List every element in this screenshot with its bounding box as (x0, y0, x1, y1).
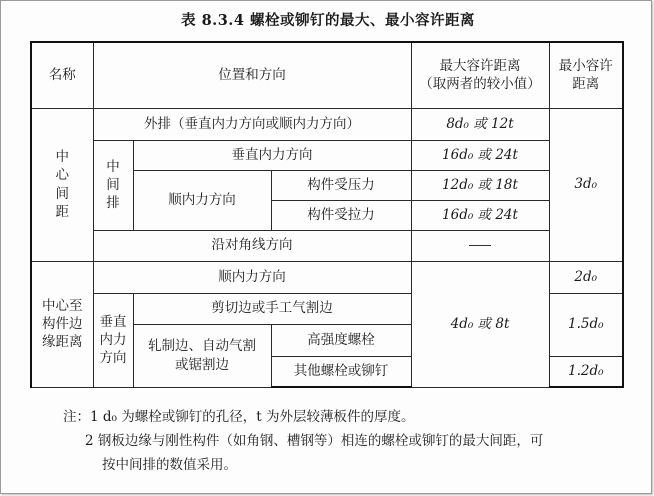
rolled-edge-line2: 或锯割边 (175, 356, 229, 373)
edge-label-line: 缘距离 (42, 334, 83, 351)
table-notes (63, 405, 543, 477)
other-bolt-min: 1.2d₀ (549, 356, 623, 387)
tension-label: 构件受拉力 (271, 200, 411, 230)
center-spacing-char: 中 (55, 149, 69, 166)
table-row (31, 108, 623, 140)
spacing-table (30, 41, 624, 388)
note-1: 注：1 d₀ 为螺栓或铆钉的孔径，t 为外层较薄板件的厚度。 (63, 409, 415, 425)
perp-label-line: 垂直 (99, 313, 127, 330)
outer-row-label: 外排（垂直内力方向或顺内力方向） (93, 108, 411, 140)
header-name: 名称 (31, 42, 93, 108)
perpendicular-max: 16d₀ 或 24t (411, 140, 549, 170)
middle-row-char: 排 (106, 195, 120, 212)
table-row (31, 230, 623, 261)
edge-label-line: 构件边 (42, 315, 83, 332)
table-row (31, 140, 623, 170)
middle-row-label (93, 140, 133, 230)
perpendicular-label: 垂直内力方向 (133, 140, 411, 170)
dash-mark (469, 245, 491, 246)
diagonal-label: 沿对角线方向 (93, 230, 411, 261)
along-force-label: 顺内力方向 (133, 170, 271, 230)
center-spacing-min: 3d₀ (549, 108, 623, 261)
center-spacing-char: 距 (55, 203, 69, 220)
rolled-edge-label (133, 324, 271, 387)
table-title: 表 8.3.4 螺栓或铆钉的最大、最小容许距离 (181, 12, 475, 29)
edge-along-label: 顺内力方向 (93, 261, 411, 293)
compression-max: 12d₀ 或 18t (411, 170, 549, 200)
edge-distance-label (31, 261, 93, 387)
table-row (31, 261, 623, 293)
note-2: 2 钢板边缘与刚性构件（如角钢、槽钢等）相连的螺栓或铆钉的最大间距，可 (85, 433, 544, 449)
header-position: 位置和方向 (93, 42, 411, 108)
outer-row-max: 8d₀ 或 12t (411, 108, 549, 140)
sheared-edge-label: 剪切边或手工气割边 (133, 293, 411, 324)
perp-label-line: 方向 (99, 350, 127, 367)
edge-distance-max: 4d₀ 或 8t (411, 261, 549, 387)
diagonal-max (411, 230, 549, 261)
center-spacing-char: 心 (55, 167, 69, 184)
header-min-line1: 最小容许 (558, 58, 613, 75)
sheared-edge-min: 1.5d₀ (549, 293, 623, 356)
rolled-edge-line1: 轧制边、自动气割 (148, 338, 256, 355)
center-spacing-char: 间 (55, 185, 69, 202)
header-max-line2: （取两者的较小值） (419, 76, 541, 93)
header-row (31, 42, 623, 108)
tension-max: 16d₀ 或 24t (411, 200, 549, 230)
edge-label-line: 中心至 (42, 297, 83, 314)
compression-label: 构件受压力 (271, 170, 411, 200)
other-bolt-label: 其他螺栓或铆钉 (271, 356, 411, 387)
header-max-line1: 最大容许距离 (439, 58, 521, 75)
perp-label-line: 内力 (99, 331, 127, 348)
header-min-distance (549, 42, 623, 108)
middle-row-char: 中 (106, 158, 120, 175)
perpendicular-edge-label (93, 293, 133, 387)
note-2-continued: 按中间排的数值采用。 (102, 457, 237, 473)
center-spacing-label (31, 108, 93, 261)
high-strength-bolt-label: 高强度螺栓 (271, 324, 411, 356)
header-min-line2: 距离 (572, 76, 600, 93)
middle-row-char: 间 (106, 176, 120, 193)
header-max-distance (411, 42, 549, 108)
edge-along-min: 2d₀ (549, 261, 623, 293)
